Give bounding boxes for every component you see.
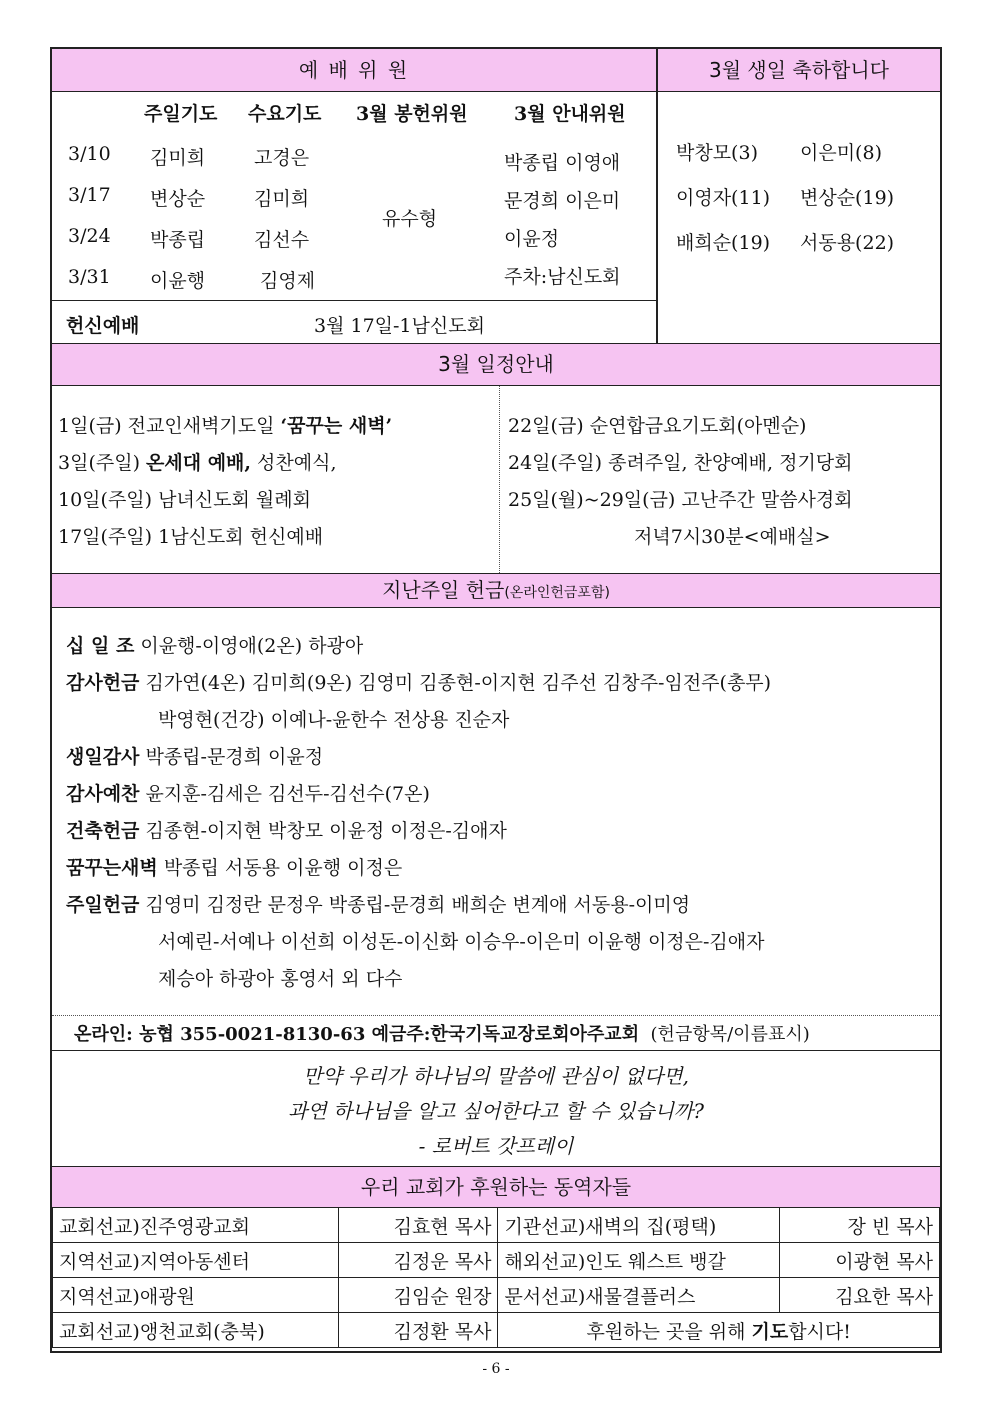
schedule-item: 17일(주일) 1남신도회 헌신예배 (58, 526, 324, 548)
row-date: 3/10 (68, 143, 111, 165)
support-org: 문서선교)새물결플러스 (498, 1278, 780, 1313)
row-sunday: 변상순 (150, 188, 206, 210)
bulletin-page (50, 47, 942, 1353)
rule (52, 1050, 940, 1051)
birthday-header: 3월 생일 축하합니다 (658, 49, 940, 91)
table-row (53, 1243, 940, 1278)
offering-line: 서예린-서예나 이선희 이성돈-이신화 이승우-이은미 이윤행 이정은-김애자 (158, 931, 765, 953)
offering-line: 감사예찬 윤지훈-김세은 김선두-김선수(7온) (66, 783, 430, 805)
support-person: 김요한 목사 (780, 1278, 940, 1313)
row-wednesday: 김영제 (260, 270, 316, 292)
col-sunday-prayer: 주일기도 (144, 103, 218, 125)
support-org: 해외선교)인도 웨스트 뱅갈 (498, 1243, 780, 1278)
offering-line: 십 일 조 이윤행-이영애(2온) 하광아 (66, 635, 364, 657)
offerings-header: 지난주일 헌금(온라인헌금포함) (52, 574, 940, 607)
birthday-name: 박창모(3) (676, 142, 758, 164)
support-org: 교회선교)진주영광교회 (53, 1208, 339, 1243)
row-wednesday: 김미희 (254, 188, 310, 210)
usher-line: 박종립 이영애 (504, 152, 621, 174)
col-offering: 3월 봉헌위원 (356, 103, 468, 125)
rule (52, 91, 940, 92)
row-wednesday: 고경은 (254, 147, 310, 169)
row-wednesday: 김선수 (254, 229, 310, 251)
support-org: 지역선교)지역아동센터 (53, 1243, 339, 1278)
offering-line: 감사헌금 김가연(4온) 김미희(9온) 김영미 김종현-이지현 김주선 김창주-임전주(총무) (66, 672, 772, 694)
schedule-item: 10일(주일) 남녀신도회 월례회 (58, 489, 311, 511)
table-row (53, 1313, 940, 1348)
prayer-message: 후원하는 곳을 위해 기도합시다! (498, 1313, 940, 1348)
row-sunday: 김미희 (150, 147, 206, 169)
schedule-item: 저녁7시30분<예배실> (634, 526, 831, 548)
birthday-name: 배희순(19) (676, 232, 771, 254)
offering-line: 박영현(건강) 이예나-윤한수 전상용 진순자 (158, 709, 510, 731)
support-person: 김임순 원장 (338, 1278, 498, 1313)
schedule-item: 3일(주일) 온세대 예배, 성찬예식, (58, 452, 337, 474)
schedule-item: 1일(금) 전교인새벽기도일 ‘꿈꾸는 새벽’ (58, 415, 393, 437)
usher-line: 문경희 이은미 (504, 190, 621, 212)
row-date: 3/17 (68, 184, 111, 206)
column-divider (656, 49, 658, 343)
dotted-rule (52, 1015, 940, 1016)
row-sunday: 박종립 (150, 229, 206, 251)
offering-line: 생일감사 박종립-문경희 이윤정 (66, 746, 324, 768)
rule (52, 607, 940, 608)
birthday-name: 이영자(11) (676, 187, 771, 209)
offering-line: 꿈꾸는새벽 박종립 서동용 이윤행 이정은 (66, 857, 403, 879)
support-org: 지역선교)애광원 (53, 1278, 339, 1313)
schedule-header: 3월 일정안내 (52, 344, 940, 385)
schedule-item: 22일(금) 순연합금요기도회(아멘순) (508, 415, 807, 437)
schedule-item: 24일(주일) 종려주일, 찬양예배, 정기당회 (508, 452, 853, 474)
page-number: - 6 - (482, 1361, 510, 1377)
row-sunday: 이윤행 (150, 270, 206, 292)
row-date: 3/24 (68, 225, 111, 247)
col-usher: 3월 안내위원 (514, 103, 626, 125)
table-row (53, 1278, 940, 1313)
table-row (53, 1208, 940, 1243)
quote-line: 만약 우리가 하나님의 말씀에 관심이 없다면, (303, 1064, 689, 1088)
support-person: 장 빈 목사 (780, 1208, 940, 1243)
online-account: 온라인: 농협 355-0021-8130-63 예금주:한국기독교장로회아주교회 (헌금항목/이름표시) (74, 1024, 810, 1045)
support-table (52, 1207, 940, 1348)
usher-line: 이윤정 (504, 228, 560, 250)
support-person: 김효현 목사 (338, 1208, 498, 1243)
birthday-name: 이은미(8) (800, 142, 882, 164)
offering-line: 건축헌금 김종현-이지현 박창모 이윤정 이정은-김애자 (66, 820, 507, 842)
support-person: 이광현 목사 (780, 1243, 940, 1278)
offering-line: 제승아 하광아 홍영서 외 다수 (158, 968, 403, 990)
col-wednesday-prayer: 수요기도 (248, 103, 322, 125)
support-org: 교회선교)앵천교회(충북) (53, 1313, 339, 1348)
schedule-divider (499, 386, 500, 573)
support-org: 기관선교)새벽의 집(평택) (498, 1208, 780, 1243)
worship-header: 예 배 위 원 (52, 49, 656, 91)
dedication-label: 헌신예배 (66, 315, 140, 337)
row-date: 3/31 (68, 266, 111, 288)
support-person: 김정운 목사 (338, 1243, 498, 1278)
dedication-value: 3월 17일-1남신도회 (314, 315, 485, 337)
usher-line: 주차:남신도회 (504, 266, 621, 288)
birthday-name: 서동용(22) (800, 232, 895, 254)
offering-line: 주일헌금 김영미 김정란 문정우 박종립-문경희 배희순 변계애 서동용-이미영 (66, 894, 691, 916)
quote-author: - 로버트 갓프레이 (418, 1134, 574, 1158)
schedule-item: 25일(월)~29일(금) 고난주간 말씀사경회 (508, 489, 853, 511)
rule (52, 300, 656, 301)
quote-line: 과연 하나님을 알고 싶어한다고 할 수 있습니까? (288, 1099, 704, 1123)
support-header: 우리 교회가 후원하는 동역자들 (52, 1167, 940, 1207)
rule (52, 385, 940, 386)
support-person: 김정환 목사 (338, 1313, 498, 1348)
offering-member: 유수형 (382, 208, 438, 230)
birthday-name: 변상순(19) (800, 187, 895, 209)
